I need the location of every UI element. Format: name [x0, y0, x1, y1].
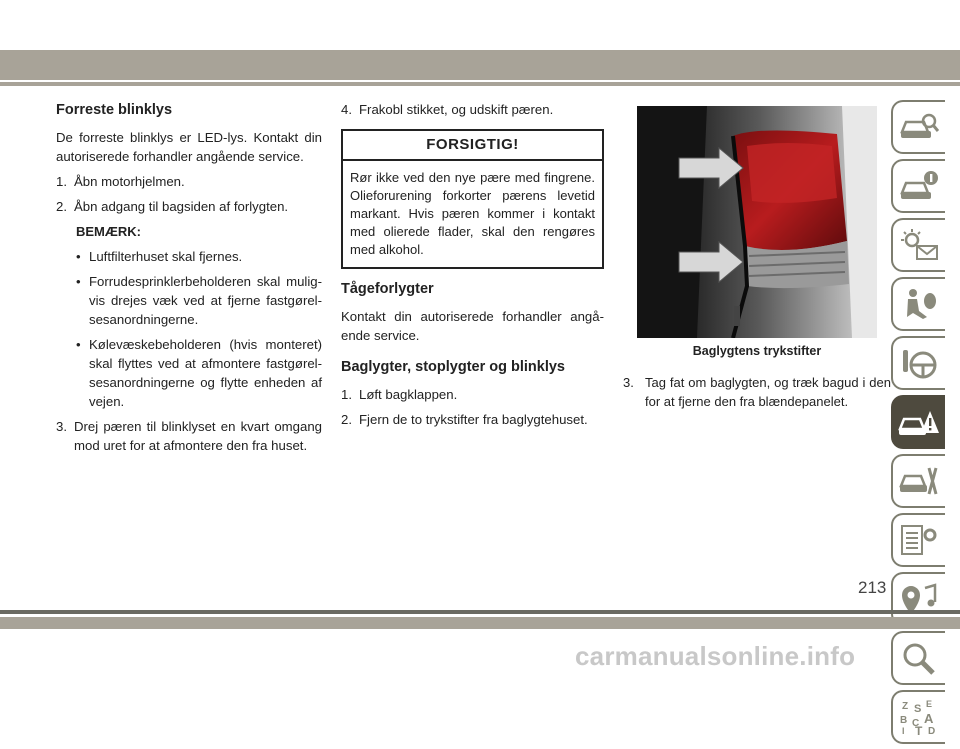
- car-magnifier-icon[interactable]: [891, 100, 945, 154]
- svg-text:A: A: [924, 711, 934, 726]
- right-column-step: [623, 373, 891, 417]
- svg-text:D: D: [928, 726, 936, 736]
- svg-text:E: E: [926, 699, 933, 709]
- search-icon[interactable]: [891, 631, 945, 685]
- bullet-item: • Kølevæskebeholderen (hvis monteret) skal flyttes ved at afmontere fastgørel-sesanordningerne og flytte enheden af vejen.: [76, 337, 322, 409]
- chapter-tabs: [891, 100, 949, 749]
- caution-box: [341, 129, 604, 269]
- note-label: BEMÆRK:: [76, 224, 141, 239]
- bottom-rule: [0, 610, 960, 614]
- rear-lights-heading: Baglygter, stoplygter og blinklys: [341, 359, 565, 375]
- taillight-photo: [637, 106, 877, 338]
- step-item: 3. Tag fat om baglygten, og træk bagud i den for at fjerne den fra blændepanelet.: [623, 375, 891, 409]
- step-item: 3. Drej pæren til blinklyset en kvart omgang mod uret for at afmontere den fra huset.: [56, 419, 322, 453]
- svg-text:Z: Z: [902, 701, 909, 712]
- watermark: carmanualsonline.info: [575, 641, 856, 671]
- fog-lights-text: Kontakt din autoriserede forhandler angå-ende service.: [341, 309, 604, 343]
- car-tools-icon[interactable]: [891, 454, 945, 508]
- fog-lights-heading: Tågeforlygter: [341, 281, 434, 297]
- list-gear-icon[interactable]: [891, 513, 945, 567]
- step-item: 2. Åbn adgang til bagsiden af forlygten.: [56, 199, 289, 214]
- step-item: 1. Åbn motorhjelmen.: [56, 174, 185, 189]
- step-item: 4. Frakobl stikket, og udskift pæren.: [341, 102, 554, 117]
- steering-wheel-icon[interactable]: [891, 336, 945, 390]
- svg-text:I: I: [902, 726, 905, 736]
- step-item: 1. Løft bagklappen.: [341, 387, 458, 402]
- car-warning-icon[interactable]: [891, 395, 945, 449]
- top-rule: [0, 82, 960, 86]
- caution-title: FORSIGTIG!: [343, 131, 602, 161]
- page-number: 213: [858, 578, 887, 597]
- bottom-band: [0, 617, 960, 629]
- caution-body: Rør ikke ved den nye pære med fingrene. Olieforurening forkorter pærens levetid markant. Hvis pæren kommer i kontakt med olierede flader, skal den rengøres med alkohol.: [350, 170, 595, 257]
- bullet-item: • Forrudesprinklerbeholderen skal mulig-vis drejes væk ved at fjerne fastgørel-sesanordningerne.: [76, 274, 322, 327]
- taillight-illustration: [637, 106, 877, 338]
- light-mail-icon[interactable]: [891, 218, 945, 272]
- left-column: [56, 100, 322, 461]
- svg-text:B: B: [900, 715, 908, 726]
- svg-text:S: S: [914, 703, 922, 715]
- photo-caption: Baglygtens trykstifter: [692, 344, 822, 358]
- svg-text:C: C: [912, 718, 920, 729]
- svg-text:T: T: [915, 724, 923, 736]
- top-band: [0, 50, 960, 80]
- person-airbag-icon[interactable]: [891, 277, 945, 331]
- bullet-item: • Luftfilterhuset skal fjernes.: [76, 249, 243, 264]
- front-turn-intro: De forreste blinklys er LED-lys. Kontakt din autoriserede forhandler angående service.: [56, 130, 322, 164]
- step-item: 2. Fjern de to trykstifter fra baglygtehuset.: [341, 412, 588, 427]
- index-letters-icon[interactable]: [891, 690, 945, 744]
- car-info-icon[interactable]: [891, 159, 945, 213]
- front-turn-signal-heading: Forreste blinklys: [56, 102, 173, 118]
- middle-column: [341, 100, 604, 435]
